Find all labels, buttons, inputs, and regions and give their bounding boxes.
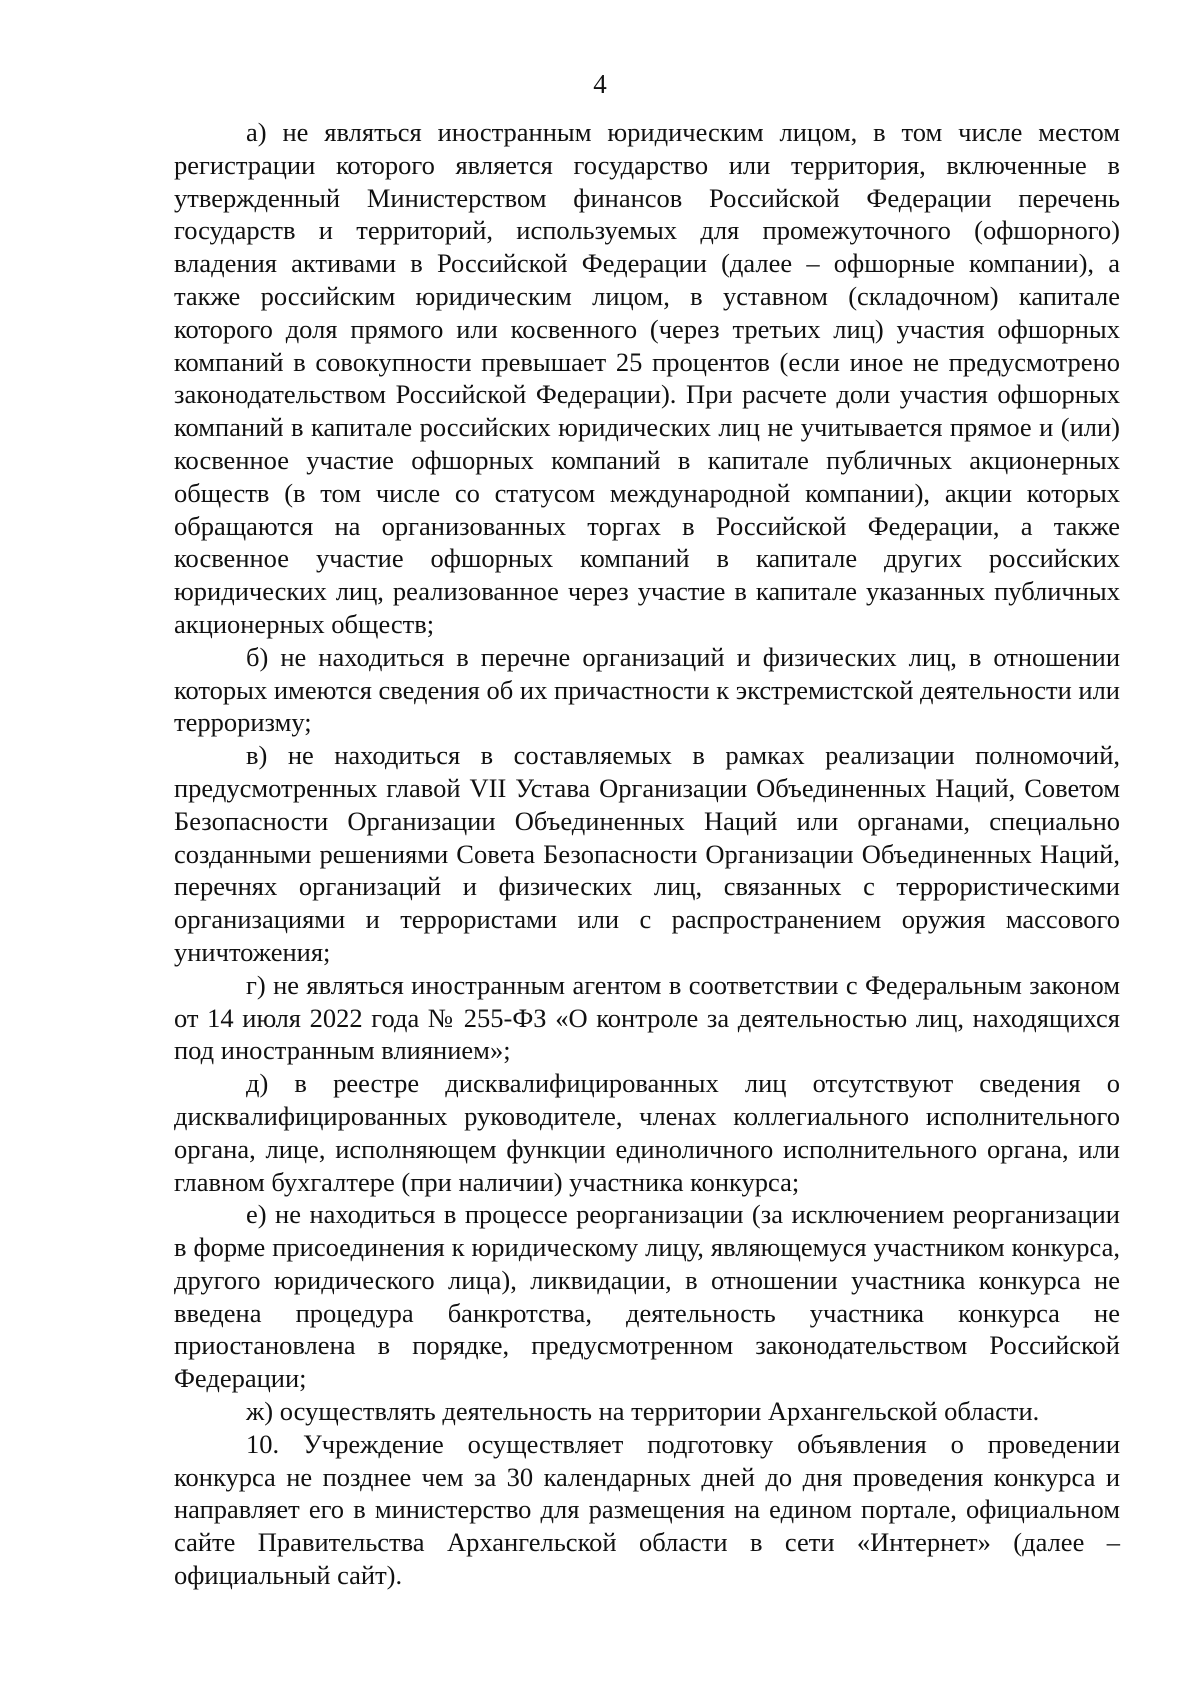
paragraph-item-e: е) не находиться в процессе реорганизации (за исключением реорганизации в форме присоединения к юридическому лицу, являющемуся участником конкурса, другого юридического лица), ликвидации, в отношении участника конкурса не введена процедура банкротства, деятельность участника конкурса не приостановлена в порядке, предусмотренном законодательством Российской Федерации; [174, 1199, 1120, 1394]
paragraph-item-v: в) не находиться в составляемых в рамках реализации полномочий, предусмотренных главой VII Устава Организации Объединенных Наций, Советом Безопасности Организации Объединенных Наций или органами, специально созданными решениями Совета Безопасности Организации Объединенных Наций, перечнях организаций и физических лиц, связанных с террористическими организациями и террористами или с распространением оружия массового уничтожения; [174, 740, 1120, 967]
document-body [174, 116, 1120, 1592]
paragraph-item-a: а) не являться иностранным юридическим лицом, в том числе местом регистрации которого является государство или территория, включенные в утвержденный Министерством финансов Российской Федерации перечень государств и территорий, используемых для промежуточного (офшорного) владения активами в Российской Федерации (далее – офшорные компании), а также российским юридическим лицом, в уставном (складочном) капитале которого доля прямого или косвенного (через третьих лиц) участия офшорных компаний в совокупности превышает 25 процентов (если иное не предусмотрено законодательством Российской Федерации). При расчете доли участия офшорных компаний в капитале российских юридических лиц не учитывается прямое и (или) косвенное участие офшорных компаний в капитале публичных акционерных обществ (в том числе со статусом международной компании), акции которых обращаются на организованных торгах в Российской Федерации, а также косвенное участие офшорных компаний в капитале других российских юридических лиц, реализованное через участие в капитале указанных публичных акционерных обществ; [174, 117, 1120, 639]
paragraph-item-g: г) не являться иностранным агентом в соответствии с Федеральным законом от 14 июля 2022 года № 255-ФЗ «О контроле за деятельностью лиц, находящихся под иностранным влиянием»; [174, 969, 1120, 1066]
paragraph-item-zh: ж) осуществлять деятельность на территории Архангельской области. [246, 1396, 1040, 1427]
paragraph-item-b: б) не находиться в перечне организаций и физических лиц, в отношении которых имеются сведения об их причастности к экстремистской деятельности или терроризму; [174, 641, 1120, 738]
paragraph-item-d: д) в реестре дисквалифицированных лиц отсутствуют сведения о дисквалифицированных руководителе, членах коллегиального исполнительного органа, лице, исполняющем функции единоличного исполнительного органа, или главном бухгалтере (при наличии) участника конкурса; [174, 1068, 1120, 1197]
paragraph-clause-10: 10. Учреждение осуществляет подготовку объявления о проведении конкурса не позднее чем за 30 календарных дней до дня проведения конкурса и направляет его в министерство для размещения на едином портале, официальном сайте Правительства Архангельской области в сети «Интернет» (далее – официальный сайт). [174, 1428, 1120, 1591]
page-number: 4 [593, 69, 607, 99]
